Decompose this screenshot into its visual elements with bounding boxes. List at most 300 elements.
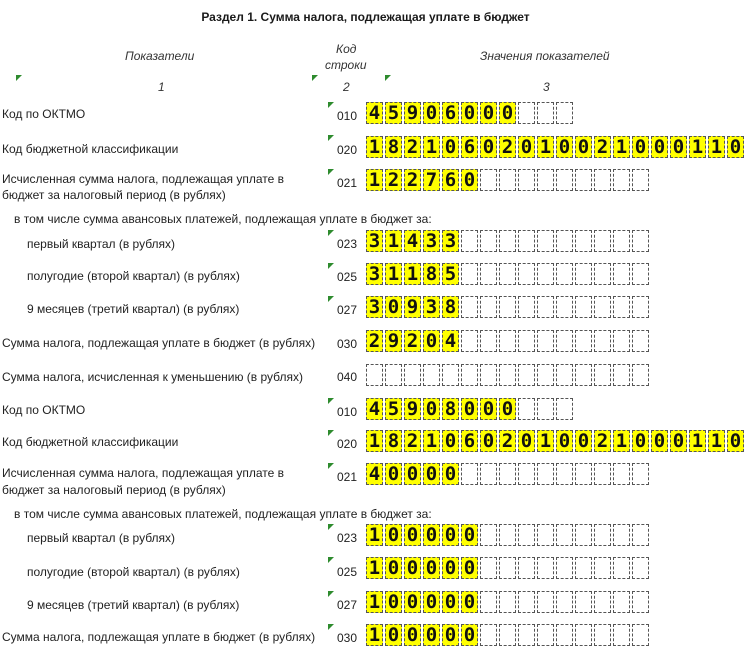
value-cell[interactable]: 2 [404, 136, 421, 158]
value-cell[interactable]: 3 [423, 296, 440, 318]
cell-comment-marker [328, 296, 334, 302]
value-cell[interactable] [366, 364, 383, 386]
value-cell[interactable] [461, 330, 478, 352]
kbk-value-cells[interactable] [366, 136, 746, 158]
cell-comment-marker [328, 169, 334, 175]
value-cell[interactable] [537, 102, 554, 124]
line-code: 040 [337, 370, 358, 384]
value-cell[interactable]: 0 [423, 463, 440, 485]
line-code: 023 [337, 237, 358, 251]
value-cell[interactable] [594, 364, 611, 386]
cell-comment-marker [16, 75, 22, 81]
value-cell[interactable] [537, 263, 554, 285]
code-header-line1: Код [336, 42, 357, 56]
value-cell[interactable] [575, 330, 592, 352]
value-cell[interactable]: 0 [480, 430, 497, 452]
value-cell[interactable] [613, 463, 630, 485]
value-cell[interactable] [613, 230, 630, 252]
cell-comment-marker [328, 102, 334, 108]
value-cell[interactable]: 1 [385, 230, 402, 252]
cell-comment-marker [328, 624, 334, 630]
value-cell[interactable] [480, 557, 497, 579]
value-cell[interactable]: 0 [385, 624, 402, 646]
value-cell[interactable] [575, 463, 592, 485]
value-cell[interactable] [594, 463, 611, 485]
value-cell[interactable]: 1 [537, 136, 554, 158]
value-cell[interactable] [613, 591, 630, 613]
value-cell[interactable] [632, 591, 649, 613]
value-cell[interactable] [575, 296, 592, 318]
value-cell[interactable] [556, 102, 573, 124]
value-cell[interactable] [556, 624, 573, 646]
value-cell[interactable] [613, 364, 630, 386]
value-cell[interactable]: 0 [442, 624, 459, 646]
value-cell[interactable] [594, 557, 611, 579]
label-calc-line1: Исчисленная сумма налога, подлежащая уплате в [2, 172, 285, 186]
value-cell[interactable] [632, 364, 649, 386]
value-cell[interactable] [518, 557, 535, 579]
value-cell[interactable]: 4 [404, 230, 421, 252]
value-cell[interactable]: 1 [366, 169, 383, 191]
value-cell[interactable] [575, 624, 592, 646]
value-cell[interactable] [499, 557, 516, 579]
value-cell[interactable]: 0 [461, 591, 478, 613]
col1-number: 1 [158, 80, 165, 94]
value-cell[interactable] [518, 398, 535, 420]
value-cell[interactable]: 0 [575, 430, 592, 452]
value-cell[interactable] [556, 364, 573, 386]
value-cell[interactable] [594, 524, 611, 546]
value-cell[interactable] [575, 169, 592, 191]
value-cell[interactable]: 1 [537, 430, 554, 452]
value-cell[interactable]: 3 [366, 263, 383, 285]
value-cell[interactable] [594, 330, 611, 352]
value-cell[interactable] [480, 524, 497, 546]
value-cell[interactable] [518, 169, 535, 191]
value-cell[interactable]: 0 [461, 398, 478, 420]
label-calc-line2: бюджет за налоговый период (в рублях) [2, 483, 226, 497]
value-cell[interactable] [518, 263, 535, 285]
value-cell[interactable]: 1 [385, 263, 402, 285]
value-cell[interactable] [518, 463, 535, 485]
value-cell[interactable]: 1 [366, 557, 383, 579]
value-cell[interactable] [518, 102, 535, 124]
value-cell[interactable]: 1 [613, 430, 630, 452]
value-cell[interactable]: 0 [727, 136, 744, 158]
line-code: 030 [337, 337, 358, 351]
value-cell[interactable] [594, 169, 611, 191]
label-reduction: Сумма налога, исчисленная к уменьшению (в рублях) [2, 370, 303, 384]
cell-comment-marker [328, 263, 334, 269]
value-cell[interactable] [556, 591, 573, 613]
value-cell[interactable] [632, 263, 649, 285]
value-cell[interactable]: 7 [423, 169, 440, 191]
value-cell[interactable]: 1 [366, 524, 383, 546]
value-cell[interactable] [461, 364, 478, 386]
q1-advance-value-cells[interactable] [366, 230, 651, 252]
value-cell[interactable]: 0 [423, 524, 440, 546]
value-cell[interactable] [404, 364, 421, 386]
value-cell[interactable]: 0 [423, 330, 440, 352]
values-header: Значения показателей [480, 49, 610, 63]
value-cell[interactable]: 0 [461, 557, 478, 579]
value-cell[interactable] [480, 169, 497, 191]
label-kbk: Код бюджетной классификации [2, 435, 179, 449]
line-code: 030 [337, 631, 358, 645]
value-cell[interactable]: 0 [442, 524, 459, 546]
value-cell[interactable] [632, 463, 649, 485]
value-cell[interactable] [442, 364, 459, 386]
value-cell[interactable]: 2 [404, 169, 421, 191]
value-cell[interactable] [518, 624, 535, 646]
value-cell[interactable]: 1 [689, 136, 706, 158]
value-cell[interactable]: 0 [385, 296, 402, 318]
value-cell[interactable] [632, 230, 649, 252]
line-code: 023 [337, 531, 358, 545]
value-cell[interactable] [556, 296, 573, 318]
value-cell[interactable] [613, 296, 630, 318]
nine-months-advance-value-cells[interactable] [366, 591, 651, 613]
line-code: 020 [337, 143, 358, 157]
value-cell[interactable] [613, 169, 630, 191]
half-year-advance-value-cells[interactable] [366, 557, 651, 579]
value-cell[interactable] [556, 263, 573, 285]
q1-advance-value-cells[interactable] [366, 524, 651, 546]
label-payable: Сумма налога, подлежащая уплате в бюджет (в рублях) [2, 336, 316, 350]
value-cell[interactable]: 0 [423, 557, 440, 579]
value-cell[interactable]: 3 [366, 296, 383, 318]
value-cell[interactable] [594, 263, 611, 285]
cell-comment-marker [312, 75, 318, 81]
value-cell[interactable]: 0 [461, 169, 478, 191]
value-cell[interactable] [480, 364, 497, 386]
value-cell[interactable] [518, 230, 535, 252]
value-cell[interactable]: 0 [385, 557, 402, 579]
value-cell[interactable]: 9 [385, 330, 402, 352]
value-cell[interactable] [537, 296, 554, 318]
value-cell[interactable]: 4 [366, 463, 383, 485]
cell-comment-marker [328, 463, 334, 469]
label-calc-line2: бюджет за налоговый период (в рублях) [2, 188, 226, 202]
value-cell[interactable]: 0 [670, 136, 687, 158]
value-cell[interactable] [575, 591, 592, 613]
col2-number: 2 [343, 80, 350, 94]
line-code: 010 [337, 405, 358, 419]
value-cell[interactable]: 0 [499, 102, 516, 124]
value-cell[interactable]: 1 [366, 430, 383, 452]
value-cell[interactable] [480, 624, 497, 646]
section-title: Раздел 1. Сумма налога, подлежащая уплате в бюджет [201, 10, 530, 24]
oktmo-value-cells[interactable] [366, 398, 575, 420]
value-cell[interactable] [499, 591, 516, 613]
value-cell[interactable]: 9 [404, 296, 421, 318]
label-q1: первый квартал (в рублях) [27, 237, 176, 251]
value-cell[interactable]: 0 [518, 430, 535, 452]
value-cell[interactable] [423, 364, 440, 386]
value-cell[interactable] [499, 330, 516, 352]
half-year-advance-value-cells[interactable] [366, 263, 651, 285]
value-cell[interactable] [632, 330, 649, 352]
value-cell[interactable] [461, 230, 478, 252]
line-code: 021 [337, 176, 358, 190]
line-code: 027 [337, 303, 358, 317]
value-cell[interactable] [518, 364, 535, 386]
value-cell[interactable]: 0 [575, 136, 592, 158]
code-header-line2: строки [325, 58, 367, 72]
value-cell[interactable]: 0 [404, 557, 421, 579]
line-code: 025 [337, 270, 358, 284]
value-cell[interactable] [480, 463, 497, 485]
value-cell[interactable] [480, 296, 497, 318]
value-cell[interactable]: 4 [366, 102, 383, 124]
value-cell[interactable]: 5 [442, 263, 459, 285]
value-cell[interactable] [385, 364, 402, 386]
value-cell[interactable] [613, 524, 630, 546]
value-cell[interactable]: 0 [556, 430, 573, 452]
value-cell[interactable]: 1 [423, 136, 440, 158]
value-cell[interactable]: 0 [499, 398, 516, 420]
value-cell[interactable]: 0 [404, 624, 421, 646]
value-cell[interactable]: 0 [518, 136, 535, 158]
value-cell[interactable] [556, 169, 573, 191]
value-cell[interactable] [480, 330, 497, 352]
cell-comment-marker [328, 135, 334, 141]
value-cell[interactable] [537, 330, 554, 352]
value-cell[interactable] [537, 591, 554, 613]
value-cell[interactable] [575, 230, 592, 252]
value-cell[interactable]: 2 [385, 169, 402, 191]
value-cell[interactable]: 0 [461, 624, 478, 646]
value-cell[interactable]: 2 [499, 136, 516, 158]
value-cell[interactable] [499, 296, 516, 318]
value-cell[interactable] [575, 524, 592, 546]
reduction-tax-value-cells[interactable] [366, 364, 651, 386]
value-cell[interactable]: 3 [423, 230, 440, 252]
value-cell[interactable]: 2 [499, 430, 516, 452]
value-cell[interactable]: 1 [366, 591, 383, 613]
value-cell[interactable] [499, 169, 516, 191]
value-cell[interactable] [632, 524, 649, 546]
cell-comment-marker [328, 524, 334, 530]
value-cell[interactable] [537, 230, 554, 252]
calc-tax-value-cells[interactable] [366, 169, 651, 191]
value-cell[interactable]: 0 [442, 136, 459, 158]
value-cell[interactable]: 0 [632, 430, 649, 452]
value-cell[interactable]: 0 [423, 102, 440, 124]
value-cell[interactable]: 3 [442, 230, 459, 252]
value-cell[interactable]: 3 [366, 230, 383, 252]
value-cell[interactable] [613, 330, 630, 352]
value-cell[interactable] [632, 624, 649, 646]
value-cell[interactable]: 1 [366, 624, 383, 646]
value-cell[interactable]: 0 [385, 463, 402, 485]
value-cell[interactable] [499, 364, 516, 386]
value-cell[interactable]: 0 [461, 102, 478, 124]
value-cell[interactable]: 2 [366, 330, 383, 352]
payable-tax-value-cells[interactable] [366, 330, 651, 352]
value-cell[interactable]: 0 [442, 463, 459, 485]
value-cell[interactable]: 2 [594, 136, 611, 158]
value-cell[interactable]: 0 [423, 624, 440, 646]
line-code: 027 [337, 598, 358, 612]
label-half-year: полугодие (второй квартал) (в рублях) [27, 565, 240, 579]
value-cell[interactable] [461, 463, 478, 485]
value-cell[interactable]: 0 [727, 430, 744, 452]
value-cell[interactable]: 0 [651, 430, 668, 452]
value-cell[interactable]: 0 [442, 591, 459, 613]
label-oktmo: Код по ОКТМО [2, 403, 86, 417]
value-cell[interactable] [537, 364, 554, 386]
value-cell[interactable] [480, 230, 497, 252]
value-cell[interactable] [499, 230, 516, 252]
value-cell[interactable] [537, 524, 554, 546]
line-code: 020 [337, 437, 358, 451]
value-cell[interactable]: 0 [385, 524, 402, 546]
label-half-year: полугодие (второй квартал) (в рублях) [27, 269, 240, 283]
value-cell[interactable] [499, 524, 516, 546]
value-cell[interactable] [575, 557, 592, 579]
value-cell[interactable]: 0 [632, 136, 649, 158]
cell-comment-marker [328, 430, 334, 436]
value-cell[interactable] [632, 557, 649, 579]
value-cell[interactable]: 8 [442, 296, 459, 318]
label-including: в том числе сумма авансовых платежей, подлежащая уплате в бюджет за: [14, 507, 432, 521]
value-cell[interactable]: 0 [480, 136, 497, 158]
value-cell[interactable] [556, 557, 573, 579]
value-cell[interactable] [594, 230, 611, 252]
value-cell[interactable]: 0 [404, 463, 421, 485]
value-cell[interactable] [461, 263, 478, 285]
value-cell[interactable] [556, 524, 573, 546]
value-cell[interactable] [556, 463, 573, 485]
label-kbk: Код бюджетной классификации [2, 142, 179, 156]
value-cell[interactable] [518, 296, 535, 318]
value-cell[interactable]: 0 [423, 398, 440, 420]
value-cell[interactable]: 0 [442, 557, 459, 579]
value-cell[interactable] [613, 624, 630, 646]
value-cell[interactable] [518, 591, 535, 613]
value-cell[interactable]: 1 [708, 136, 725, 158]
value-cell[interactable] [518, 524, 535, 546]
value-cell[interactable] [613, 263, 630, 285]
value-cell[interactable] [632, 296, 649, 318]
value-cell[interactable] [594, 591, 611, 613]
value-cell[interactable]: 8 [423, 263, 440, 285]
value-cell[interactable]: 6 [461, 136, 478, 158]
value-cell[interactable]: 1 [423, 430, 440, 452]
value-cell[interactable]: 6 [442, 102, 459, 124]
nine-months-advance-value-cells[interactable] [366, 296, 651, 318]
value-cell[interactable]: 5 [385, 102, 402, 124]
value-cell[interactable]: 8 [385, 430, 402, 452]
value-cell[interactable] [537, 169, 554, 191]
value-cell[interactable]: 6 [461, 430, 478, 452]
value-cell[interactable] [556, 330, 573, 352]
value-cell[interactable]: 4 [442, 330, 459, 352]
value-cell[interactable] [499, 263, 516, 285]
line-code: 010 [337, 109, 358, 123]
value-cell[interactable]: 4 [366, 398, 383, 420]
value-cell[interactable]: 1 [708, 430, 725, 452]
value-cell[interactable]: 8 [385, 136, 402, 158]
value-cell[interactable]: 0 [480, 102, 497, 124]
value-cell[interactable]: 0 [461, 524, 478, 546]
value-cell[interactable]: 0 [423, 591, 440, 613]
value-cell[interactable]: 1 [366, 136, 383, 158]
value-cell[interactable]: 1 [613, 136, 630, 158]
cell-comment-marker [385, 75, 391, 81]
value-cell[interactable]: 9 [404, 398, 421, 420]
value-cell[interactable] [518, 330, 535, 352]
value-cell[interactable]: 2 [594, 430, 611, 452]
label-oktmo: Код по ОКТМО [2, 107, 86, 121]
value-cell[interactable] [480, 263, 497, 285]
value-cell[interactable]: 0 [670, 430, 687, 452]
cell-comment-marker [328, 398, 334, 404]
value-cell[interactable] [632, 169, 649, 191]
value-cell[interactable] [480, 591, 497, 613]
value-cell[interactable] [537, 463, 554, 485]
label-calc-line1: Исчисленная сумма налога, подлежащая уплате в [2, 466, 285, 480]
value-cell[interactable]: 2 [404, 430, 421, 452]
label-nine-months: 9 месяцев (третий квартал) (в рублях) [27, 598, 240, 612]
value-cell[interactable] [556, 230, 573, 252]
value-cell[interactable]: 8 [442, 398, 459, 420]
line-code: 021 [337, 470, 358, 484]
cell-comment-marker [328, 591, 334, 597]
value-cell[interactable] [594, 624, 611, 646]
calc-tax-value-cells[interactable] [366, 463, 651, 485]
value-cell[interactable] [594, 296, 611, 318]
value-cell[interactable]: 0 [651, 136, 668, 158]
value-cell[interactable]: 6 [442, 169, 459, 191]
value-cell[interactable] [499, 463, 516, 485]
value-cell[interactable] [613, 557, 630, 579]
value-cell[interactable]: 5 [385, 398, 402, 420]
col3-number: 3 [543, 80, 550, 94]
value-cell[interactable]: 0 [404, 591, 421, 613]
value-cell[interactable] [575, 263, 592, 285]
value-cell[interactable]: 0 [404, 524, 421, 546]
label-including: в том числе сумма авансовых платежей, подлежащая уплате в бюджет за: [14, 212, 432, 226]
value-cell[interactable]: 0 [385, 591, 402, 613]
value-cell[interactable]: 0 [556, 136, 573, 158]
payable-tax-value-cells[interactable] [366, 624, 651, 646]
label-nine-months: 9 месяцев (третий квартал) (в рублях) [27, 302, 240, 316]
value-cell[interactable] [499, 624, 516, 646]
value-cell[interactable] [556, 398, 573, 420]
value-cell[interactable] [537, 557, 554, 579]
value-cell[interactable]: 2 [404, 330, 421, 352]
label-payable: Сумма налога, подлежащая уплате в бюджет (в рублях) [2, 630, 316, 644]
indicators-header: Показатели [125, 49, 195, 63]
value-cell[interactable] [575, 364, 592, 386]
oktmo-value-cells[interactable] [366, 102, 575, 124]
cell-comment-marker [328, 557, 334, 563]
value-cell[interactable] [537, 398, 554, 420]
value-cell[interactable]: 1 [404, 263, 421, 285]
value-cell[interactable]: 1 [689, 430, 706, 452]
line-code: 025 [337, 565, 358, 579]
value-cell[interactable]: 0 [442, 430, 459, 452]
kbk-value-cells[interactable] [366, 430, 746, 452]
value-cell[interactable]: 9 [404, 102, 421, 124]
label-q1: первый квартал (в рублях) [27, 531, 176, 545]
value-cell[interactable] [461, 296, 478, 318]
cell-comment-marker [328, 230, 334, 236]
value-cell[interactable]: 0 [480, 398, 497, 420]
value-cell[interactable] [537, 624, 554, 646]
